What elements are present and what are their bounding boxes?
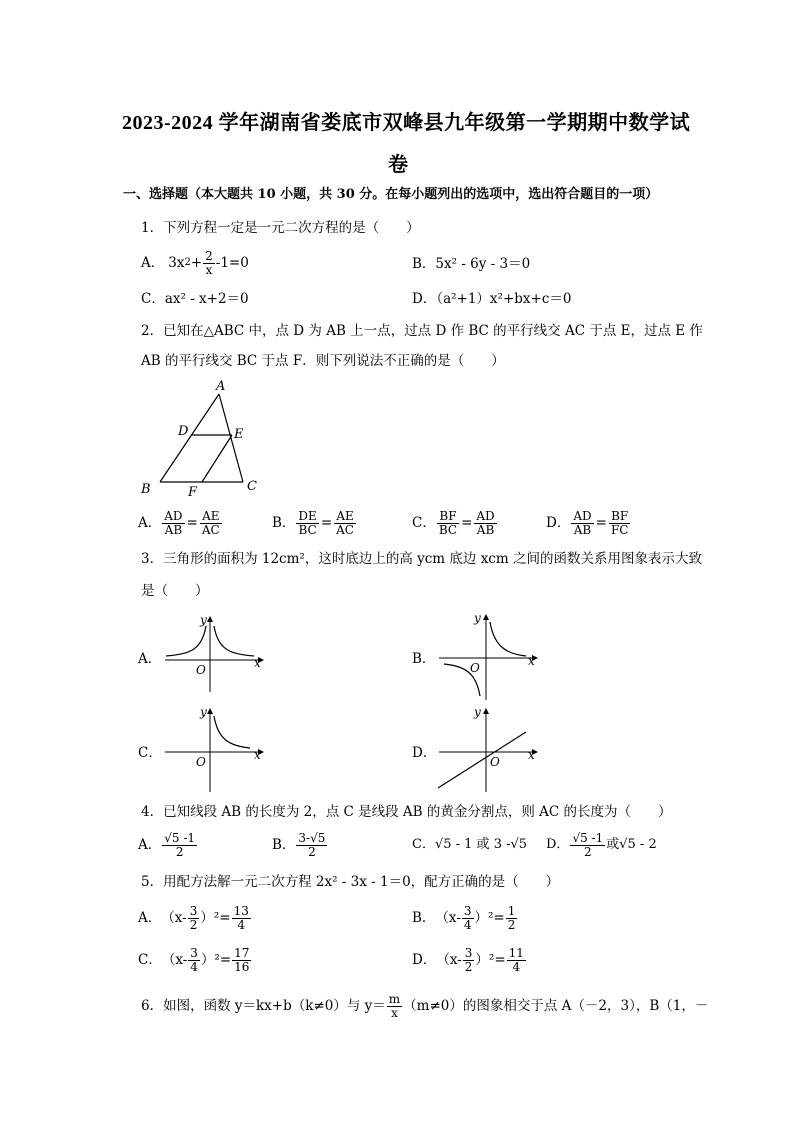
q3-option-d-label[interactable]: D． bbox=[412, 745, 437, 761]
paren-close-square: ）²= bbox=[474, 910, 505, 926]
option-label: A． bbox=[138, 837, 162, 853]
svg-text:O: O bbox=[490, 755, 500, 769]
fraction: $\frac{3}{4}$ bbox=[463, 903, 472, 932]
q2-triangle-figure bbox=[136, 376, 266, 500]
option-label: B． bbox=[272, 515, 296, 531]
equals: = bbox=[186, 515, 198, 531]
fraction: $\frac{DE}{BC}$ bbox=[298, 508, 317, 537]
fraction: $\frac{m}{x}$ bbox=[388, 991, 401, 1020]
paren-close-square: ）²= bbox=[475, 952, 506, 968]
option-label: C． bbox=[138, 952, 162, 968]
q3-graph-d bbox=[434, 704, 544, 794]
q2-option-a[interactable] bbox=[138, 506, 223, 540]
fraction: $\frac{13}{4}$ bbox=[233, 903, 249, 932]
svg-text:O: O bbox=[470, 661, 480, 675]
label-d: D bbox=[178, 424, 189, 439]
q4-option-c[interactable]: C．√5 - 1 或 3 -√5 bbox=[412, 837, 528, 852]
q2-option-b[interactable] bbox=[272, 506, 357, 540]
fraction: $\frac{1}{2}$ bbox=[507, 903, 516, 932]
q3-option-c-label[interactable]: C． bbox=[138, 745, 162, 761]
curve-left bbox=[166, 626, 206, 656]
paren-open: （x- bbox=[161, 910, 187, 926]
option-label: D． bbox=[412, 952, 437, 968]
q3-stem-line2: 是（ ） bbox=[141, 583, 209, 599]
section-heading: 一、选择题（本大题共 10 小题，共 30 分。在每小题列出的选项中，选出符合题目的一项） bbox=[123, 187, 659, 202]
q2-stem-line2: AB 的平行线交 BC 于点 F．则下列说法不正确的是（ ） bbox=[141, 353, 505, 369]
fraction: $\frac{√5 -1}{2}$ bbox=[164, 830, 196, 859]
fraction: $\frac{AE}{AC}$ bbox=[201, 508, 220, 537]
svg-text:O: O bbox=[196, 663, 206, 677]
fraction: $\frac{17}{16}$ bbox=[234, 945, 250, 974]
svg-text:y: y bbox=[474, 611, 481, 625]
q3-graph-a bbox=[160, 612, 270, 694]
svg-text:x: x bbox=[528, 654, 535, 668]
q4-stem: 4．已知线段 AB 的长度为 2，点 C 是线段 AB 的黄金分割点，则 AC 的长度为（ ） bbox=[141, 804, 672, 820]
q3-graph-b bbox=[434, 610, 544, 702]
paren-close-square: ）²= bbox=[200, 952, 232, 968]
paren-open: （x- bbox=[161, 952, 188, 968]
fraction: $\frac{3}{2}$ bbox=[189, 903, 198, 932]
option-label: D． bbox=[546, 515, 571, 531]
q1-a-fraction: $\frac{2}{x}$ bbox=[205, 248, 213, 277]
svg-text:x: x bbox=[254, 748, 261, 762]
q3-stem-line1: 3．三角形的面积为 12cm²，这时底边上的高 ycm 底边 xcm 之间的函数关系用图象表示大致 bbox=[141, 551, 702, 567]
equals: = bbox=[320, 515, 333, 531]
q5-option-a[interactable] bbox=[138, 900, 252, 936]
paren-open: （x- bbox=[436, 952, 462, 968]
q2-option-d[interactable] bbox=[546, 506, 631, 540]
fraction: $\frac{3-√5}{2}$ bbox=[298, 830, 326, 859]
q3-graph-c bbox=[160, 704, 270, 794]
curve-right bbox=[214, 626, 254, 656]
fraction: $\frac{3}{2}$ bbox=[464, 945, 473, 974]
q4-option-d[interactable] bbox=[546, 827, 657, 863]
equals: = bbox=[595, 515, 607, 531]
fraction: $\frac{BF}{BC}$ bbox=[438, 508, 458, 537]
svg-text:x: x bbox=[528, 748, 535, 762]
q5-option-b[interactable] bbox=[412, 900, 518, 936]
q1-option-d[interactable]: D．（a²+1）x²+bx+c＝0 bbox=[412, 291, 572, 307]
svg-text:y: y bbox=[474, 705, 481, 719]
q3-option-a-label[interactable]: A． bbox=[138, 651, 162, 667]
q4-d-tail: 或√5 - 2 bbox=[606, 837, 657, 852]
svg-text:y: y bbox=[200, 705, 207, 719]
option-label: D． bbox=[546, 837, 570, 852]
fraction: $\frac{11}{4}$ bbox=[508, 945, 524, 974]
q4-option-a[interactable] bbox=[138, 827, 198, 863]
curve-q1 bbox=[490, 622, 526, 656]
q6-stem bbox=[141, 988, 708, 1024]
option-label: A． bbox=[141, 255, 165, 271]
q5-option-d[interactable] bbox=[412, 942, 527, 978]
label-f: F bbox=[188, 485, 198, 500]
label-a: A bbox=[216, 379, 226, 394]
equals: = bbox=[461, 515, 473, 531]
fraction: $\frac{√5 -1}{2}$ bbox=[572, 830, 604, 859]
option-label: B． bbox=[272, 837, 296, 853]
option-label: B． bbox=[412, 910, 436, 926]
fraction: $\frac{AD}{AB}$ bbox=[476, 508, 495, 537]
label-e: E bbox=[234, 427, 244, 442]
paren-close-square: ）²= bbox=[200, 910, 231, 926]
q1-a-tail: -1=0 bbox=[215, 255, 249, 271]
q1-stem: 1．下列方程一定是一元二次方程的是（ ） bbox=[141, 220, 420, 236]
option-label: C． bbox=[412, 515, 436, 531]
q5-option-c[interactable] bbox=[138, 942, 252, 978]
option-label: A． bbox=[138, 910, 162, 926]
q1-option-c[interactable]: C．ax² - x+2＝0 bbox=[141, 291, 249, 307]
q5-stem: 5．用配方法解一元二次方程 2x² - 3x - 1＝0，配方正确的是（ ） bbox=[141, 874, 560, 890]
q1-option-a[interactable] bbox=[141, 246, 249, 280]
svg-text:x: x bbox=[254, 656, 261, 670]
fraction: $\frac{AE}{AC}$ bbox=[336, 508, 354, 537]
q3-option-b-label[interactable]: B． bbox=[412, 651, 436, 667]
fraction: $\frac{AD}{AB}$ bbox=[573, 508, 592, 537]
q1-a-exponent: 2 bbox=[184, 257, 191, 268]
fraction: $\frac{3}{4}$ bbox=[190, 945, 198, 974]
label-b: B bbox=[141, 482, 151, 497]
q6-stem-start: 6．如图，函数 y＝kx+b（k≠0）与 y＝ bbox=[141, 998, 386, 1014]
q2-stem-line1: 2．已知在△ABC 中，点 D 为 AB 上一点，过点 D 作 BC 的平行线交 AC 于点 E，过点 E 作 bbox=[141, 323, 703, 339]
q2-option-c[interactable] bbox=[412, 506, 498, 540]
svg-text:y: y bbox=[200, 613, 207, 627]
q1-a-plus: + bbox=[190, 255, 203, 271]
page-title: 2023-2024 学年湖南省娄底市双峰县九年级第一学期期中数学试 bbox=[122, 112, 691, 134]
curve-q1 bbox=[214, 716, 250, 748]
segment-ef bbox=[202, 435, 232, 482]
svg-text:O: O bbox=[196, 755, 206, 769]
q4-option-b[interactable] bbox=[272, 827, 328, 863]
page-title-continued: 卷 bbox=[388, 154, 409, 176]
option-label: A． bbox=[138, 515, 162, 531]
paren-open: （x- bbox=[435, 910, 461, 926]
fraction: $\frac{BF}{FC}$ bbox=[610, 508, 629, 537]
q1-a-term: 3x bbox=[168, 255, 185, 271]
label-c: C bbox=[247, 479, 257, 494]
straight-line bbox=[438, 732, 526, 788]
fraction: $\frac{AD}{AB}$ bbox=[164, 508, 183, 537]
q6-stem-end: （m≠0）的图象相交于点 A（－2，3），B（1，－ bbox=[403, 998, 709, 1014]
q1-option-b[interactable]: B．5x² - 6y - 3＝0 bbox=[412, 256, 531, 272]
